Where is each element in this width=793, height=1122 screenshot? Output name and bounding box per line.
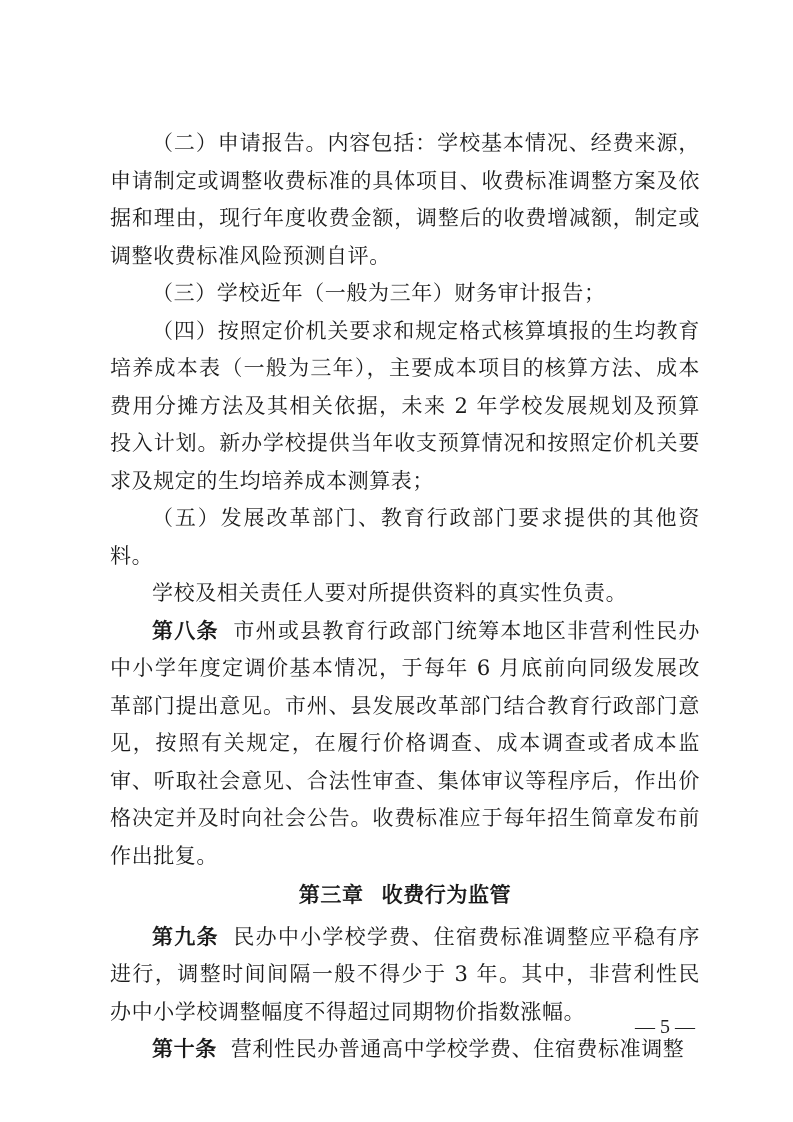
article-8-label: 第八条 [152,618,219,643]
article-8-text: 市州或县教育行政部门统筹本地区非营利性民办中小学年度定调价基本情况，于每年 6 月底前向同级发展改革部门提出意见。市州、县发展改革部门结合教育行政部门意见，按照有关规定，在履行价格调查、成本调查或者成本监审、听取社会意见、合法性审查、集体审议等程序后，作出价格决定并及时向社会公告。收费标准应于每年招生简章发布前作出批复。 [110,618,700,868]
paragraph-cost-table: （四）按照定价机关要求和规定格式核算填报的生均教育培养成本表（一般为三年），主要成本项目的核算方法、成本费用分摊方法及其相关依据，未来 2 年学校发展规划及预算投入计划。新办学校提供当年收支预算情况和按照定价机关要求及规定的生均培养成本测算表； [110,318,700,493]
document-body [110,125,700,1069]
article-10 [110,1031,700,1069]
article-10-text: 营利性民办普通高中学校学费、住宿费标准调整 [230,1037,685,1061]
article-9-text: 民办中小学校学费、住宿费标准调整应平稳有序进行，调整时间间隔一般不得少于 3 年。其中，非营利性民办中小学校调整幅度不得超过同期物价指数涨幅。 [110,924,700,1024]
paragraph-other-materials: （五）发展改革部门、教育行政部门要求提供的其他资料。 [110,506,700,568]
paragraph-responsibility: 学校及相关责任人要对所提供资料的真实性负责。 [152,581,628,605]
chapter-title: 收费行为监管 [381,883,512,907]
article-9 [110,919,700,1032]
paragraph-application-report: （二）申请报告。内容包括：学校基本情况、经费来源，申请制定或调整收费标准的具体项目、收费标准调整方案及依据和理由，现行年度收费金额，调整后的收费增减额，制定或调整收费标准风险预测自评。 [110,131,700,268]
article-10-label: 第十条 [152,1037,217,1061]
page-number: — 5 — [635,1016,695,1038]
chapter-number: 第三章 [298,883,364,907]
chapter-heading [110,877,700,915]
paragraph-audit-report: （三）学校近年（一般为三年）财务审计报告； [152,281,606,305]
article-9-label: 第九条 [152,924,219,949]
article-8 [110,613,700,876]
